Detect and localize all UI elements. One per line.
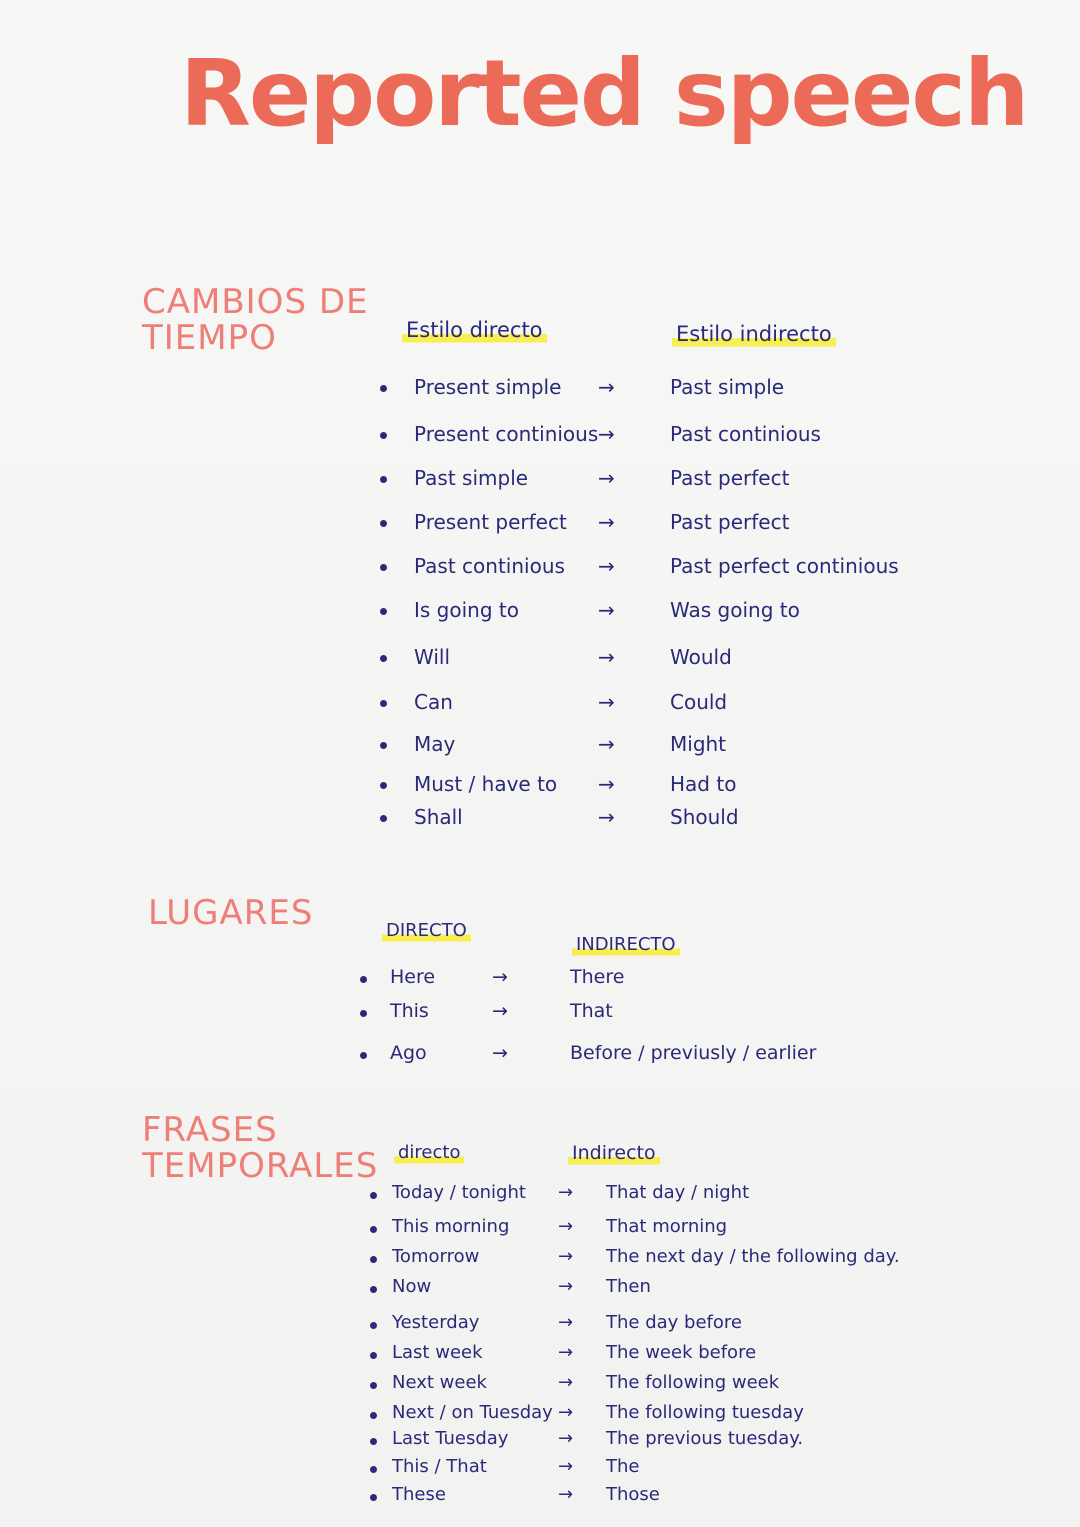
direct-form: May (414, 732, 456, 756)
list-item (380, 598, 1060, 628)
indirect-form: There (570, 966, 625, 988)
direct-form: This morning (392, 1216, 510, 1237)
header-indirect: INDIRECTO (572, 934, 680, 957)
direct-form: This (390, 1000, 429, 1022)
bullet-icon (370, 1226, 377, 1233)
direct-form: Can (414, 690, 453, 714)
direct-form: Last Tuesday (392, 1428, 509, 1449)
direct-form: Today / tonight (392, 1182, 526, 1203)
arrow-right-icon: → (598, 805, 615, 829)
direct-form: Here (390, 966, 436, 988)
direct-form: Now (392, 1276, 432, 1297)
bullet-icon (380, 520, 387, 527)
header-indirect: Estilo indirecto (672, 322, 836, 348)
arrow-right-icon: → (598, 732, 615, 756)
bullet-icon (360, 976, 367, 983)
indirect-form: That (570, 1000, 613, 1022)
list-item (370, 1312, 1060, 1342)
indirect-form: The (606, 1456, 640, 1477)
section-label-lugares: LUGARES (148, 893, 314, 933)
direct-form: Past continious (414, 554, 565, 578)
bullet-icon (370, 1382, 377, 1389)
list-item (380, 554, 1060, 584)
indirect-form: Those (606, 1484, 660, 1505)
bullet-icon (370, 1256, 377, 1263)
list-item (370, 1456, 1060, 1486)
bullet-icon (380, 385, 387, 392)
arrow-right-icon: → (558, 1182, 574, 1203)
page-title: Reported speech (180, 40, 1028, 147)
bullet-icon (370, 1352, 377, 1359)
direct-form: Must / have to (414, 772, 558, 796)
arrow-right-icon: → (558, 1312, 574, 1333)
arrow-right-icon: → (598, 466, 615, 490)
arrow-right-icon: → (558, 1428, 574, 1449)
direct-form: Present perfect (414, 510, 567, 534)
arrow-right-icon: → (598, 772, 615, 796)
list-item (380, 510, 1060, 540)
direct-form: Past simple (414, 466, 529, 490)
section-label-line1: CAMBIOS DE (142, 282, 369, 322)
section-label-line1: FRASES (142, 1110, 278, 1150)
list-item (370, 1276, 1060, 1306)
indirect-form: The following week (606, 1372, 780, 1393)
arrow-right-icon: → (558, 1484, 574, 1505)
indirect-form: The previous tuesday. (606, 1428, 804, 1449)
indirect-form: Would (670, 645, 732, 669)
bullet-icon (380, 432, 387, 439)
bullet-icon (380, 815, 387, 822)
arrow-right-icon: → (492, 1042, 508, 1064)
list-item (360, 1042, 1060, 1072)
indirect-form: The day before (606, 1312, 742, 1333)
list-item (380, 422, 1060, 452)
list-item (380, 645, 1060, 675)
arrow-right-icon: → (598, 690, 615, 714)
bullet-icon (370, 1412, 377, 1419)
list-item (380, 690, 1060, 720)
indirect-form: Then (606, 1276, 651, 1297)
arrow-right-icon: → (558, 1372, 574, 1393)
direct-form: Yesterday (392, 1312, 480, 1333)
indirect-form: Could (670, 690, 728, 714)
indirect-form: Might (670, 732, 727, 756)
indirect-form: The week before (606, 1342, 757, 1363)
bullet-icon (370, 1466, 377, 1473)
bullet-icon (370, 1438, 377, 1445)
list-item (370, 1484, 1060, 1514)
list-item (380, 805, 1060, 835)
arrow-right-icon: → (558, 1402, 574, 1423)
bullet-icon (380, 655, 387, 662)
direct-form: Ago (390, 1042, 427, 1064)
indirect-form: Past perfect (670, 466, 790, 490)
indirect-form: Past perfect continious (670, 554, 899, 578)
list-item (370, 1372, 1060, 1402)
bullet-icon (380, 564, 387, 571)
list-item (370, 1342, 1060, 1372)
arrow-right-icon: → (558, 1456, 574, 1477)
indirect-form: Before / previusly / earlier (570, 1042, 817, 1064)
arrow-right-icon: → (598, 510, 615, 534)
list-item (370, 1216, 1060, 1246)
indirect-form: Past perfect (670, 510, 790, 534)
indirect-form: The next day / the following day. (606, 1246, 900, 1267)
direct-form: Present continious (414, 422, 599, 446)
direct-form: These (392, 1484, 446, 1505)
arrow-right-icon: → (492, 1000, 508, 1022)
arrow-right-icon: → (492, 966, 508, 988)
bullet-icon (360, 1010, 367, 1017)
arrow-right-icon: → (598, 554, 615, 578)
header-direct: directo (394, 1142, 464, 1165)
indirect-form: Should (670, 805, 739, 829)
direct-form: This / That (392, 1456, 487, 1477)
indirect-form: Was going to (670, 598, 800, 622)
list-item (380, 772, 1060, 802)
bullet-icon (370, 1322, 377, 1329)
indirect-form: That morning (606, 1216, 728, 1237)
arrow-right-icon: → (558, 1216, 574, 1237)
direct-form: Shall (414, 805, 463, 829)
list-item (380, 466, 1060, 496)
list-item (380, 375, 1060, 405)
list-item (370, 1428, 1060, 1458)
bullet-icon (370, 1494, 377, 1501)
direct-form: Next week (392, 1372, 487, 1393)
indirect-form: Had to (670, 772, 737, 796)
direct-form: Will (414, 645, 451, 669)
list-item (370, 1246, 1060, 1276)
indirect-form: That day / night (606, 1182, 750, 1203)
header-indirect: Indirecto (568, 1142, 660, 1166)
direct-form: Next / on Tuesday (392, 1402, 553, 1423)
list-item (360, 1000, 1060, 1030)
arrow-right-icon: → (558, 1342, 574, 1363)
section-label-tiempo (142, 284, 369, 356)
indirect-form: Past simple (670, 375, 785, 399)
section-label-line2: TIEMPO (142, 318, 277, 358)
bullet-icon (380, 700, 387, 707)
list-item (380, 732, 1060, 762)
bullet-icon (380, 608, 387, 615)
section-label-frases (142, 1112, 378, 1184)
arrow-right-icon: → (558, 1246, 574, 1267)
bullet-icon (370, 1192, 377, 1199)
direct-form: Tomorrow (392, 1246, 480, 1267)
list-item (370, 1182, 1060, 1212)
indirect-form: The following tuesday (606, 1402, 804, 1423)
header-direct: DIRECTO (382, 920, 471, 943)
direct-form: Last week (392, 1342, 483, 1363)
direct-form: Is going to (414, 598, 519, 622)
bullet-icon (380, 476, 387, 483)
arrow-right-icon: → (598, 422, 615, 446)
indirect-form: Past continious (670, 422, 821, 446)
bullet-icon (380, 742, 387, 749)
direct-form: Present simple (414, 375, 562, 399)
header-direct: Estilo directo (402, 318, 547, 344)
section-label-line2: TEMPORALES (142, 1146, 379, 1186)
bullet-icon (360, 1052, 367, 1059)
arrow-right-icon: → (598, 645, 615, 669)
list-item (360, 966, 1060, 996)
bullet-icon (380, 782, 387, 789)
arrow-right-icon: → (598, 375, 615, 399)
arrow-right-icon: → (558, 1276, 574, 1297)
arrow-right-icon: → (598, 598, 615, 622)
bullet-icon (370, 1286, 377, 1293)
